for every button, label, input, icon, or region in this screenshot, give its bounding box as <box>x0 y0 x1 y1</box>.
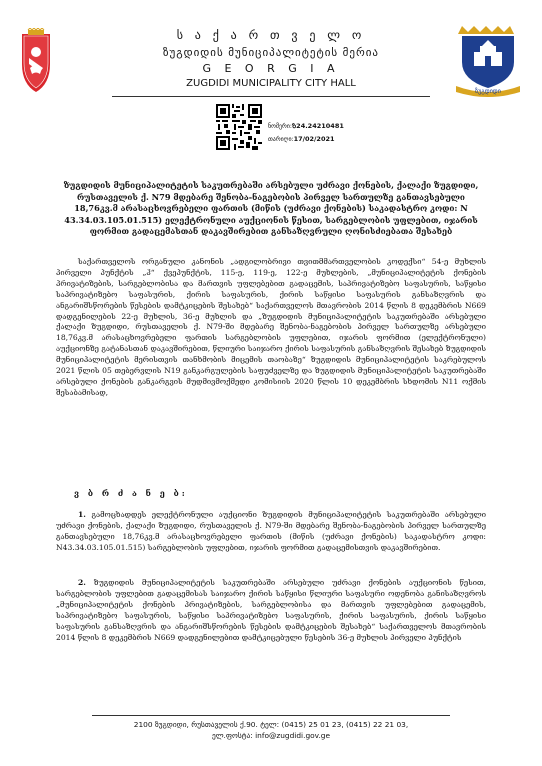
country-name-en: G E O R G I A <box>202 62 340 75</box>
emblem-caption: ზუგდიდი <box>475 88 501 95</box>
footer-divider <box>92 715 450 716</box>
date-value: 17/02/2021 <box>293 135 335 143</box>
footer-email[interactable]: ელ.ფოსტა: info@zugdidi.gov.ge <box>211 731 331 740</box>
number-label: ნომერი: <box>268 123 292 130</box>
clause-2 <box>56 578 486 643</box>
footer-address: 2100 ზუგდიდი, რუსთაველის ქ.90. ტელ: (0415) 25 01 23, (0415) 22 21 03, <box>133 720 409 729</box>
footer <box>92 719 450 741</box>
document-metadata <box>268 120 344 146</box>
city-hall-name-en: ZUGDIDI MUNICIPALITY CITY HALL <box>186 78 356 89</box>
city-hall-name-ka: ზუგდიდის მუნიციპალიტეტის მერია <box>162 46 380 59</box>
document-title: ზუგდიდის მუნიციპალიტეტის საკუთრებაში არსებული უძრავი ქონების, ქალაქი ზუგდიდი, რუსთაველის ქ. N79 მდებარე შენობა-ნაგებობის პირველ სართულზე განთავსებული 18,76კვ.მ არასაცხოვრებელი ფართის (მიწის (უძრავი ქონების) საკადასტრო კოდი: N 43.34.03.105.01.515) ელექტრონული აუქციონის წესით, სარგებლობის უფლებით, იჯარის ფორმით გადაცემასთან დაკავშირებით განსაზღვრული ღონისძიებათა შესახებ <box>63 180 479 237</box>
qr-code <box>216 104 262 150</box>
preamble-paragraph: საქართველოს ორგანული კანონის „ადგილობრივი თვითმმართველობის კოდექსი“ 54-ე მუხლის პირველი პუნქტის „ჰ“ ქვეპუნქტის, 115-ე, 119-ე, 122-ე მუხლების, „მუნიციპალიტეტის ქონების პრივატიზების, სარგებლობისა და მართვის უფლებებით გადაცემის, საპრივატიზებო საფასურის, საწყისი საპრივატიზებო საფასურის, ქირის საფასურის, ქირის საწყისი საფასურის განსაზღვრის და ანგარიშსწორების წესების დამტკიცების შესახებ“ საქართველოს მთავრობის 2014 წლის 8 დეკემბრის N669 დადგენილების 22-ე მუხლის, 36-ე მუხლის და „ზუგდიდის მუნიციპალიტეტის საკუთრებაში არსებული ქალაქი ზუგდიდი, რუსთაველის ქ. N79-ში მდებარე შენობა-ნაგებობის პირველ სართულზე არსებული 18,76კვ.მ არასაცხოვრებელი ფართის სარგებლობის უფლებით, იჯარის ფორმით (ელექტრონული) აუქციონზე გატანასთან დაკავშირებით, წლიური საიჯარო ქირის საფასურის განსაზღვრის შესახებ ზუგდიდის მუნიციპალიტეტის მერისთვის თანხმობის მიცემის თაობაზე“ ზუგდიდის მუნიციპალიტეტის საკრებულოს 2021 წლის 05 თებერვლის N19 განკარგულების საფუძველზე და ზუგდიდის მუნიციპალიტეტის საკუთრებაში არსებული ქონების განკარგვის მუდმივმოქმედი კომისიის 2020 წლის 10 დეკემბრის სხდომის N11 ოქმის შესაბამისად, <box>56 257 486 397</box>
clause-1-number: 1. <box>78 510 86 519</box>
clause-1-text: გამოცხადდეს ელექტრონული აუქციონი ზუგდიდის მუნიციპალიტეტის საკუთრებაში არსებული უძრავი ქონების, ქალაქი ზუგდიდი, რუსთაველის ქ. N79-ში მდებარე შენობა-ნაგებობის პირველ სართულზე განთავსებული 18,76კვ.მ არასაცხოვრებელი ფართის (მიწის (უძრავი ქონების) საკადასტრო კოდი: N43.34.03.105.01.515) სარგებლობის უფლებით, იჯარის ფორმით გადაცემისთვის დაკავშირებით. <box>56 510 487 552</box>
decree-heading: ვ ბ რ ძ ა ნ ე ბ: <box>74 488 188 498</box>
header-divider <box>112 96 430 97</box>
georgia-coat-of-arms <box>16 28 56 98</box>
number-value: Ზ24.24210481 <box>291 122 344 130</box>
country-name-ka: ს ა ქ ა რ თ ვ ე ლ ო <box>176 28 366 42</box>
zugdidi-emblem <box>452 22 524 98</box>
letterhead <box>80 20 462 89</box>
clause-1 <box>56 510 486 554</box>
clause-2-number: 2. <box>78 578 86 587</box>
clause-2-text: ზუგდიდის მუნიციპალიტეტის საკუთრებაში არსებული უძრავი ქონების აუქციონის წესით, სარგებლობის უფლებით გადაცემისას საიჯარო ქირის საწყისი წლიური საფასური ოდენობა განისაზღვროს „მუნიციპალიტეტის ქონების პრივატიზების, სარგებლობისა და მართვის უფლებებით გადაცემის, საპრივატიზებო საფასურის, საწყისი საპრივატიზებო საფასურის, ქირის საფასურის, ქირის საწყისი საფასურის განსაზღვრის და ანგარიშსწორების წესების დამტკიცების შესახებ“ საქართველოს მთავრობის 2014 წლის 8 დეკემბრის N669 დადგენილებით დამტკიცებული წესების 36-ე მუხლის პირველი პუნქტის <box>56 578 486 642</box>
date-label: თარიღი: <box>268 136 294 143</box>
